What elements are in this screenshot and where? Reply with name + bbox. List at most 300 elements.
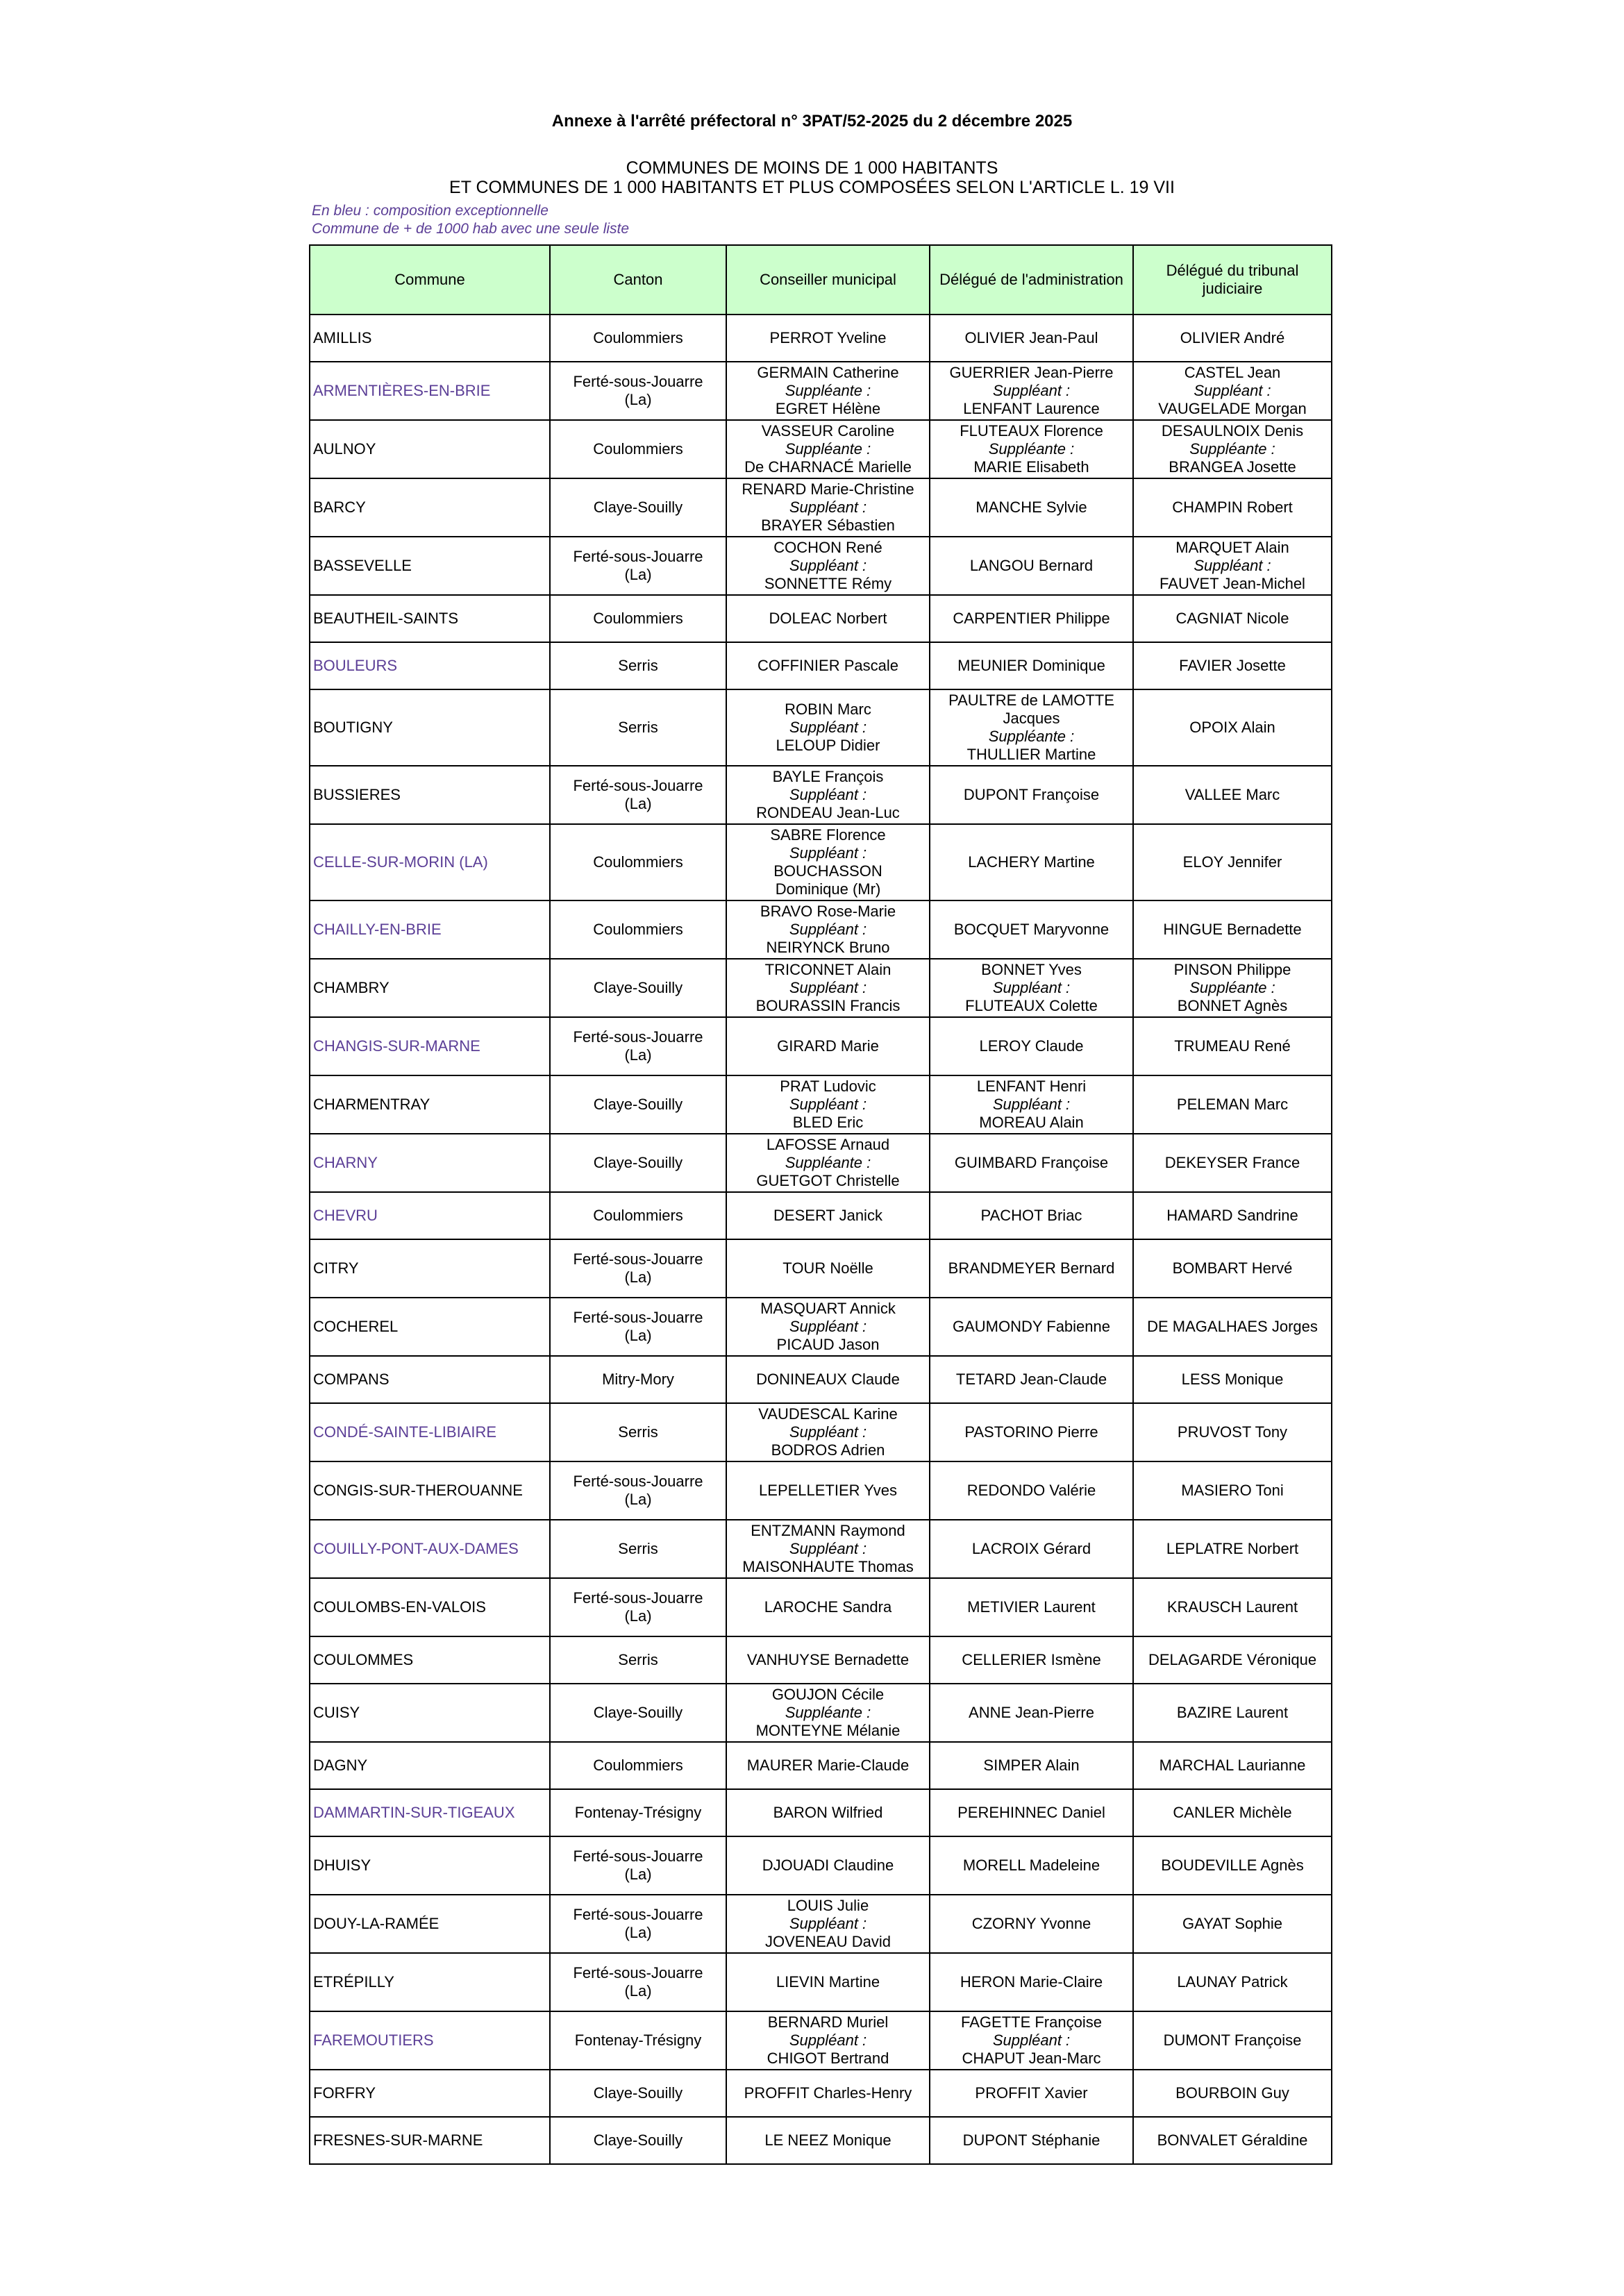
cell-admin (930, 959, 1133, 1017)
cell-commune: FORFRY (310, 2070, 550, 2117)
cell-conseiller (726, 900, 930, 959)
cell-canton (550, 766, 726, 824)
cell-canton (550, 642, 726, 689)
cell-line: Suppléant : (789, 1423, 867, 1441)
cell-line: RENARD Marie-Christine (742, 480, 914, 498)
cell-conseiller (726, 1520, 930, 1578)
cell-line: Fontenay-Trésigny (574, 2031, 702, 2049)
cell-admin (930, 824, 1133, 900)
cell-tribunal (1133, 1578, 1332, 1636)
cell-canton (550, 1578, 726, 1636)
cell-line: MASIERO Toni (1181, 1482, 1284, 1499)
document-title: Annexe à l'arrêté préfectoral n° 3PAT/52-2025 du 2 décembre 2025 (551, 112, 1073, 131)
cell-line: MARQUET Alain (1175, 539, 1289, 556)
cell-line: GIRARD Marie (777, 1037, 879, 1055)
cell-canton (550, 959, 726, 1017)
cell-line: FAGETTE Françoise (961, 2013, 1102, 2031)
cell-line: Ferté-sous-Jouarre (573, 1847, 703, 1865)
cell-admin (930, 1134, 1133, 1192)
cell-line: DOLEAC Norbert (769, 610, 887, 627)
cell-commune: CHAILLY-EN-BRIE (310, 900, 550, 959)
cell-line: CHAMPIN Robert (1172, 498, 1293, 516)
table-row (310, 959, 1332, 1017)
table-row (310, 1636, 1332, 1684)
cell-canton (550, 1298, 726, 1356)
cell-line: MOREAU Alain (979, 1114, 1084, 1131)
cell-line: MORELL Madeleine (962, 1857, 1100, 1874)
cell-line: HERON Marie-Claire (960, 1973, 1103, 1991)
table-row (310, 642, 1332, 689)
cell-line: Suppléant : (992, 382, 1071, 399)
cell-line: Serris (618, 657, 658, 674)
cell-line: Coulommiers (593, 1207, 683, 1224)
table-row (310, 1578, 1332, 1636)
cell-line: PAULTRE de LAMOTTE (948, 692, 1114, 709)
cell-admin (930, 2117, 1133, 2164)
cell-commune: CHAMBRY (310, 959, 550, 1017)
cell-tribunal (1133, 1403, 1332, 1461)
table-row (310, 1953, 1332, 2011)
legend-line-1: En bleu : composition exceptionnelle (312, 203, 549, 219)
cell-tribunal (1133, 689, 1332, 766)
cell-line: BOUCHASSON (773, 862, 882, 880)
cell-line: LEPLATRE Norbert (1166, 1540, 1299, 1557)
cell-line: ELOY Jennifer (1182, 853, 1282, 871)
cell-line: Claye-Souilly (593, 1154, 683, 1171)
cell-tribunal (1133, 420, 1332, 478)
cell-line: FAVIER Josette (1179, 657, 1286, 674)
cell-line: DUMONT Françoise (1163, 2031, 1302, 2049)
cell-line: FLUTEAUX Florence (960, 422, 1103, 439)
cell-line: FLUTEAUX Colette (965, 997, 1098, 1014)
cell-line: Coulommiers (593, 440, 683, 458)
column-header-conseiller: Conseiller municipal (726, 245, 930, 315)
cell-line: Suppléant : (789, 498, 867, 516)
cell-commune: COULOMBS-EN-VALOIS (310, 1578, 550, 1636)
cell-line: TRICONNET Alain (764, 961, 891, 978)
table-row (310, 2070, 1332, 2117)
cell-line: Suppléante : (785, 382, 871, 399)
cell-line: OPOIX Alain (1189, 719, 1275, 736)
cell-tribunal (1133, 1895, 1332, 1953)
cell-conseiller (726, 1075, 930, 1134)
cell-conseiller (726, 2011, 930, 2070)
cell-line: JOVENEAU David (765, 1933, 891, 1950)
cell-tribunal (1133, 315, 1332, 362)
cell-line: (La) (624, 391, 652, 408)
cell-canton (550, 1895, 726, 1953)
cell-line: LANGOU Bernard (969, 557, 1094, 574)
cell-admin (930, 1578, 1133, 1636)
table-row (310, 1836, 1332, 1895)
cell-line: ROBIN Marc (785, 701, 871, 718)
cell-admin (930, 362, 1133, 420)
cell-line: Mitry-Mory (602, 1371, 674, 1388)
cell-commune: CITRY (310, 1239, 550, 1298)
cell-conseiller (726, 689, 930, 766)
cell-commune: BUSSIERES (310, 766, 550, 824)
cell-line: PRUVOST Tony (1177, 1423, 1288, 1441)
cell-commune: AMILLIS (310, 315, 550, 362)
cell-line: LEROY Claude (979, 1037, 1084, 1055)
cell-line: Serris (618, 1540, 658, 1557)
cell-line: KRAUSCH Laurent (1166, 1598, 1298, 1616)
cell-conseiller (726, 362, 930, 420)
cell-conseiller (726, 315, 930, 362)
cell-line: (La) (624, 1866, 652, 1883)
cell-conseiller (726, 1356, 930, 1403)
cell-line: NEIRYNCK Bruno (766, 939, 890, 956)
cell-line: OLIVIER Jean-Paul (964, 329, 1098, 346)
table-row (310, 1742, 1332, 1789)
cell-canton (550, 2070, 726, 2117)
cell-line: PROFFIT Charles-Henry (744, 2084, 912, 2102)
cell-line: PEREHINNEC Daniel (957, 1804, 1105, 1821)
cell-canton (550, 420, 726, 478)
cell-canton (550, 1742, 726, 1789)
cell-admin (930, 1520, 1133, 1578)
cell-line: (La) (624, 566, 652, 583)
cell-line: Claye-Souilly (593, 2131, 683, 2149)
cell-commune: COULOMMES (310, 1636, 550, 1684)
cell-conseiller (726, 766, 930, 824)
cell-line: BRAYER Sébastien (761, 517, 895, 534)
cell-line: GUERRIER Jean-Pierre (949, 364, 1114, 381)
column-header-admin: Délégué de l'administration (930, 245, 1133, 315)
cell-admin (930, 2070, 1133, 2117)
cell-commune: ETRÉPILLY (310, 1953, 550, 2011)
cell-line: Coulommiers (593, 329, 683, 346)
cell-line: CARPENTIER Philippe (953, 610, 1110, 627)
cell-line: BAYLE François (772, 768, 884, 785)
cell-line: Suppléant : (1194, 557, 1271, 574)
cell-conseiller (726, 1636, 930, 1684)
table-row (310, 1298, 1332, 1356)
cell-line: Ferté-sous-Jouarre (573, 1309, 703, 1326)
cell-tribunal (1133, 766, 1332, 824)
cell-tribunal (1133, 959, 1332, 1017)
cell-line: LAUNAY Patrick (1177, 1973, 1288, 1991)
cell-canton (550, 1684, 726, 1742)
cell-line: Suppléant : (789, 1915, 867, 1932)
cell-line: Claye-Souilly (593, 2084, 683, 2102)
cell-line: BOUDEVILLE Agnès (1161, 1857, 1304, 1874)
cell-line: VALLEE Marc (1184, 786, 1280, 803)
column-header-commune: Commune (310, 245, 550, 315)
cell-commune: DHUISY (310, 1836, 550, 1895)
cell-line: BERNARD Muriel (767, 2013, 889, 2031)
cell-line: Suppléant : (789, 1096, 867, 1113)
cell-line: LACROIX Gérard (971, 1540, 1091, 1557)
cell-line: (La) (624, 1327, 652, 1344)
cell-line: LIEVIN Martine (776, 1973, 880, 1991)
cell-line: Suppléante : (1189, 979, 1275, 996)
cell-conseiller (726, 1836, 930, 1895)
cell-line: VAUDESCAL Karine (758, 1405, 898, 1423)
cell-line: Suppléant : (789, 1540, 867, 1557)
cell-line: (La) (624, 1491, 652, 1508)
cell-line: TETARD Jean-Claude (955, 1371, 1107, 1388)
cell-line: LENFANT Laurence (963, 400, 1100, 417)
cell-commune: CONGIS-SUR-THEROUANNE (310, 1461, 550, 1520)
cell-line: Ferté-sous-Jouarre (573, 1964, 703, 1981)
cell-line: REDONDO Valérie (966, 1482, 1096, 1499)
cell-commune: FRESNES-SUR-MARNE (310, 2117, 550, 2164)
cell-admin (930, 1017, 1133, 1075)
cell-tribunal (1133, 478, 1332, 537)
cell-tribunal (1133, 1836, 1332, 1895)
cell-admin (930, 537, 1133, 595)
cell-line: Suppléante : (1189, 440, 1275, 458)
cell-commune: DAGNY (310, 1742, 550, 1789)
cell-line: BARON Wilfried (773, 1804, 883, 1821)
cell-line: ENTZMANN Raymond (751, 1522, 905, 1539)
table-row (310, 689, 1332, 766)
table-row (310, 900, 1332, 959)
cell-line: SONNETTE Rémy (764, 575, 892, 592)
table-row (310, 1192, 1332, 1239)
cell-canton (550, 1192, 726, 1239)
cell-conseiller (726, 1895, 930, 1953)
table-row (310, 1895, 1332, 1953)
cell-admin (930, 689, 1133, 766)
cell-commune: AULNOY (310, 420, 550, 478)
cell-line: MAURER Marie-Claude (746, 1757, 910, 1774)
cell-line: BLED Eric (792, 1114, 864, 1131)
cell-line: Suppléant : (789, 2031, 867, 2049)
cell-admin (930, 1953, 1133, 2011)
communes-table (309, 244, 1332, 2165)
cell-canton (550, 2117, 726, 2164)
cell-line: Suppléante : (785, 1704, 871, 1721)
table-row (310, 824, 1332, 900)
cell-line: Suppléante : (988, 728, 1075, 745)
cell-line: CHIGOT Bertrand (767, 2050, 889, 2067)
cell-line: DONINEAUX Claude (756, 1371, 900, 1388)
cell-canton (550, 1017, 726, 1075)
cell-tribunal (1133, 2011, 1332, 2070)
cell-line: PROFFIT Xavier (975, 2084, 1088, 2102)
cell-tribunal (1133, 362, 1332, 420)
cell-line: PACHOT Briac (980, 1207, 1082, 1224)
cell-admin (930, 1789, 1133, 1836)
cell-admin (930, 595, 1133, 642)
cell-admin (930, 1192, 1133, 1239)
cell-line: BOCQUET Maryvonne (953, 921, 1110, 938)
cell-canton (550, 900, 726, 959)
cell-line: CAGNIAT Nicole (1175, 610, 1289, 627)
cell-line: LEPELLETIER Yves (759, 1482, 897, 1499)
cell-line: CANLER Michèle (1173, 1804, 1292, 1821)
cell-line: ANNE Jean-Pierre (969, 1704, 1094, 1721)
cell-line: MARIE Elisabeth (973, 458, 1089, 476)
subtitle-line-1: COMMUNES DE MOINS DE 1 000 HABITANTS (626, 158, 998, 178)
table-row (310, 766, 1332, 824)
cell-line: Ferté-sous-Jouarre (573, 1906, 703, 1923)
cell-line: Suppléant : (1194, 382, 1271, 399)
cell-line: Suppléante : (988, 440, 1075, 458)
table-row (310, 1461, 1332, 1520)
cell-admin (930, 1075, 1133, 1134)
cell-line: GUETGOT Christelle (756, 1172, 900, 1189)
cell-line: BRANDMEYER Bernard (948, 1259, 1115, 1277)
table-row (310, 1789, 1332, 1836)
table-row (310, 362, 1332, 420)
cell-commune: CHEVRU (310, 1192, 550, 1239)
cell-line: Suppléant : (789, 979, 867, 996)
cell-canton (550, 1520, 726, 1578)
cell-line: Coulommiers (593, 610, 683, 627)
cell-canton (550, 2011, 726, 2070)
cell-line: Ferté-sous-Jouarre (573, 1028, 703, 1046)
cell-line: PELEMAN Marc (1176, 1096, 1289, 1113)
cell-conseiller (726, 1953, 930, 2011)
cell-tribunal (1133, 642, 1332, 689)
cell-canton (550, 1356, 726, 1403)
column-header-canton: Canton (550, 245, 726, 315)
cell-line: Suppléant : (789, 557, 867, 574)
cell-commune: DOUY-LA-RAMÉE (310, 1895, 550, 1953)
cell-line: Suppléant : (789, 786, 867, 803)
cell-line: GUIMBARD Françoise (954, 1154, 1109, 1171)
table-row (310, 1239, 1332, 1298)
cell-conseiller (726, 537, 930, 595)
cell-tribunal (1133, 2070, 1332, 2117)
cell-line: GOUJON Cécile (771, 1686, 885, 1703)
cell-line: LE NEEZ Monique (764, 2131, 891, 2149)
cell-line: COFFINIER Pascale (757, 657, 898, 674)
subtitle-line-2: ET COMMUNES DE 1 000 HABITANTS ET PLUS COMPOSÉES SELON L'ARTICLE L. 19 VII (449, 178, 1175, 197)
cell-line: VANHUYSE Bernadette (746, 1651, 910, 1668)
cell-conseiller (726, 595, 930, 642)
cell-line: (La) (624, 1607, 652, 1625)
cell-canton (550, 595, 726, 642)
table-row (310, 2117, 1332, 2164)
cell-canton (550, 537, 726, 595)
cell-admin (930, 1356, 1133, 1403)
cell-line: BONNET Agnès (1177, 997, 1288, 1014)
cell-line: Ferté-sous-Jouarre (573, 1250, 703, 1268)
column-header-tribunal: Délégué du tribunal judiciaire (1133, 245, 1332, 315)
cell-line: EGRET Hélène (775, 400, 881, 417)
cell-canton (550, 1403, 726, 1461)
cell-tribunal (1133, 1356, 1332, 1403)
cell-tribunal (1133, 1636, 1332, 1684)
cell-tribunal (1133, 824, 1332, 900)
cell-line: Dominique (Mr) (775, 880, 881, 898)
cell-canton (550, 1239, 726, 1298)
cell-commune: COUILLY-PONT-AUX-DAMES (310, 1520, 550, 1578)
cell-tribunal (1133, 1075, 1332, 1134)
cell-commune: CONDÉ-SAINTE-LIBIAIRE (310, 1403, 550, 1461)
cell-line: BRANGEA Josette (1169, 458, 1296, 476)
cell-line: PASTORINO Pierre (964, 1423, 1098, 1441)
cell-line: CELLERIER Ismène (962, 1651, 1101, 1668)
cell-line: HAMARD Sandrine (1166, 1207, 1298, 1224)
cell-admin (930, 1461, 1133, 1520)
cell-tribunal (1133, 1192, 1332, 1239)
cell-line: BONVALET Géraldine (1157, 2131, 1308, 2149)
cell-admin (930, 1684, 1133, 1742)
table-row (310, 537, 1332, 595)
cell-conseiller (726, 2070, 930, 2117)
cell-tribunal (1133, 595, 1332, 642)
cell-line: HINGUE Bernadette (1163, 921, 1302, 938)
cell-conseiller (726, 1742, 930, 1789)
cell-line: Serris (618, 1651, 658, 1668)
cell-line: Claye-Souilly (593, 1704, 683, 1721)
cell-commune: CHARMENTRAY (310, 1075, 550, 1134)
cell-line: GAUMONDY Fabienne (952, 1318, 1110, 1335)
cell-line: Suppléant : (789, 719, 867, 736)
cell-canton (550, 1789, 726, 1836)
table-row (310, 1134, 1332, 1192)
cell-line: CHAPUT Jean-Marc (962, 2050, 1101, 2067)
cell-tribunal (1133, 1017, 1332, 1075)
cell-commune: CHANGIS-SUR-MARNE (310, 1017, 550, 1075)
cell-canton (550, 1836, 726, 1895)
cell-line: Suppléant : (789, 1318, 867, 1335)
table-row (310, 595, 1332, 642)
table-row (310, 1356, 1332, 1403)
cell-line: (La) (624, 795, 652, 812)
cell-line: LOUIS Julie (787, 1897, 869, 1914)
cell-line: MASQUART Annick (760, 1300, 896, 1317)
cell-line: BOMBART Hervé (1172, 1259, 1293, 1277)
cell-line: CASTEL Jean (1184, 364, 1281, 381)
cell-line: LAROCHE Sandra (764, 1598, 892, 1616)
cell-conseiller (726, 1239, 930, 1298)
cell-tribunal (1133, 1742, 1332, 1789)
cell-canton (550, 1461, 726, 1520)
cell-canton (550, 1953, 726, 2011)
cell-line: Suppléant : (789, 844, 867, 862)
table-row (310, 1075, 1332, 1134)
cell-line: PINSON Philippe (1173, 961, 1291, 978)
table-row (310, 1017, 1332, 1075)
cell-line: Coulommiers (593, 853, 683, 871)
cell-canton (550, 1636, 726, 1684)
cell-commune: ARMENTIÈRES-EN-BRIE (310, 362, 550, 420)
legend-line-2: Commune de + de 1000 hab avec une seule liste (312, 221, 630, 237)
cell-line: (La) (624, 1046, 652, 1064)
cell-line: MEUNIER Dominique (957, 657, 1105, 674)
cell-canton (550, 689, 726, 766)
cell-line: SIMPER Alain (983, 1757, 1080, 1774)
cell-line: (La) (624, 1924, 652, 1941)
cell-line: Suppléante : (785, 440, 871, 458)
cell-line: PERROT Yveline (769, 329, 887, 346)
cell-conseiller (726, 2117, 930, 2164)
table-row (310, 2011, 1332, 2070)
cell-line: De CHARNACÉ Marielle (744, 458, 912, 476)
cell-admin (930, 315, 1133, 362)
cell-conseiller (726, 420, 930, 478)
cell-admin (930, 478, 1133, 537)
cell-conseiller (726, 1192, 930, 1239)
cell-commune: BOULEURS (310, 642, 550, 689)
cell-line: BONNET Yves (981, 961, 1082, 978)
cell-line: LELOUP Didier (776, 737, 880, 754)
cell-line: METIVIER Laurent (967, 1598, 1096, 1616)
cell-canton (550, 824, 726, 900)
table-row (310, 478, 1332, 537)
cell-line: PRAT Ludovic (780, 1078, 876, 1095)
cell-line: Claye-Souilly (593, 979, 683, 996)
table-row (310, 1684, 1332, 1742)
cell-admin (930, 642, 1133, 689)
cell-canton (550, 1134, 726, 1192)
